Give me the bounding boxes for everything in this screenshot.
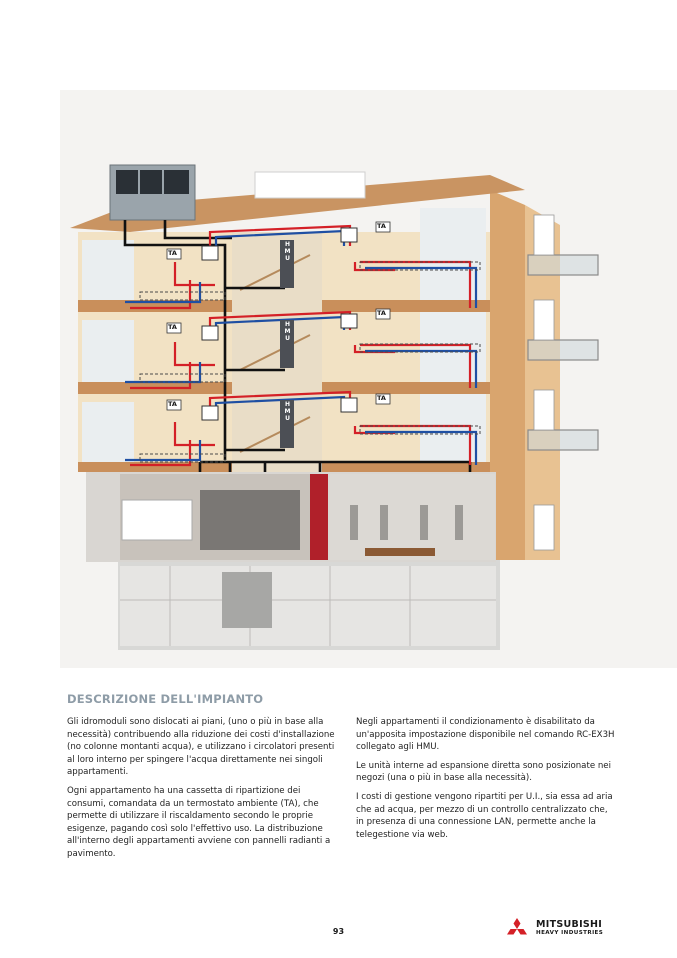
ta-label: TA xyxy=(168,249,177,257)
ta-label: TA xyxy=(377,309,386,317)
ta-label: TA xyxy=(168,400,177,408)
hmu-label: HMU xyxy=(284,241,291,262)
brand-name: MITSUBISHI xyxy=(536,919,603,930)
hmu-label: HMU xyxy=(284,401,291,422)
left-text-column xyxy=(67,716,337,867)
paragraph: Gli idromoduli sono dislocati ai piani, (uno o più in base alla necessità) contribuendo alla riduzione dei costi d'installazione (no colonne montanti acqua), e utilizzano i circolatori presenti al loro interno per spingere l'acqua direttamente nei singoli appartamenti. xyxy=(67,717,335,778)
brand-logo xyxy=(503,918,633,940)
paragraph: I costi di gestione vengono ripartiti per U.I., sia essa ad aria che ad acqua, per mezzo di un controllo centralizzato che, in presenza di una connessione LAN, permette anche la telegestione via web. xyxy=(356,791,613,840)
paragraph: Ogni appartamento ha una cassetta di ripartizione dei consumi, comandata da un termostato ambiente (TA), che permette di utilizzare il riscaldamento secondo le proprie esigenze, pagando così solo l'effettivo uso. La distribuzione all'interno degli appartamenti avviene con pannelli radianti a pavimento. xyxy=(67,785,331,859)
building-cutaway-illustration xyxy=(60,90,677,668)
basement-shelving xyxy=(222,572,272,628)
ta-label: TA xyxy=(377,222,386,230)
section-title: DESCRIZIONE DELL'IMPIANTO xyxy=(67,692,264,706)
roof-box xyxy=(255,172,365,198)
ta-label: TA xyxy=(377,394,386,402)
building-diagram xyxy=(60,90,677,668)
right-text-column xyxy=(356,716,618,847)
hmu-label: HMU xyxy=(284,321,291,342)
brand-subtitle: HEAVY INDUSTRIES xyxy=(536,930,604,936)
page-number: 93 xyxy=(332,927,345,936)
paragraph: Le unità interne ad espansione diretta sono posizionate nei negozi (una o più in base alla necessità). xyxy=(356,760,611,784)
paragraph: Negli appartamenti il condizionamento è disabilitato da un'apposita impostazione disponibile nel comando RC-EX3H collegato agli HMU. xyxy=(356,717,615,753)
three-diamonds-icon xyxy=(503,918,531,940)
ta-label: TA xyxy=(168,323,177,331)
